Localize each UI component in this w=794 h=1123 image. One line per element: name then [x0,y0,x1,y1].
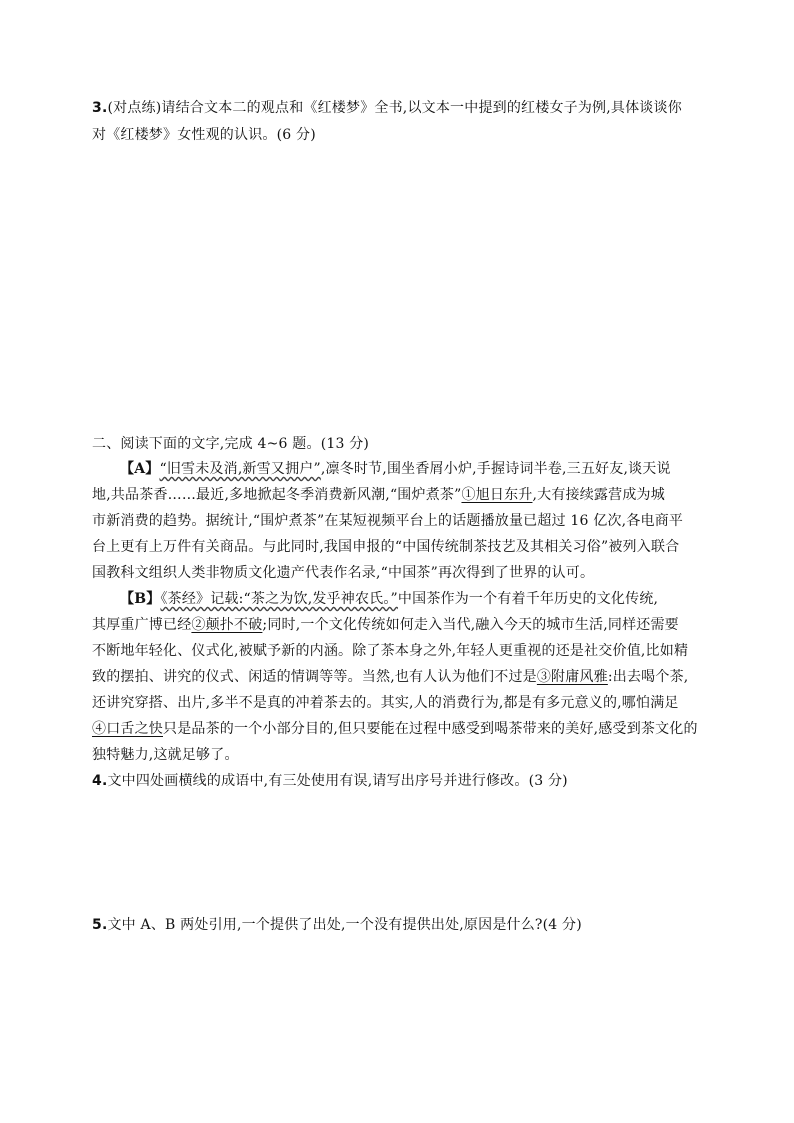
q3-number: 3. [92,100,108,116]
q3-line-2: 对《红楼梦》女性观的认识。(6 分) [92,127,316,143]
q4 [92,771,568,791]
passage-b-line-7: 独特魅力,这就足够了。 [92,747,239,763]
passage-b-line-1-rest: 中国茶作为一个有着千年历史的文化传统, [397,591,659,607]
passage-b-line-1 [120,589,658,609]
passage-b-line-2-post: ;同时,一个文化传统如何走入当代,融入今天的城市生活,同样还需要 [262,617,679,633]
passage-b-line-4-pre: 致的摆拍、讲究的仪式、闲适的情调等等。当然,也有人认为他们不过是 [92,669,537,685]
passage-a-line-2-pre: 地,共品茶香……最近,多地掀起冬季消费新风潮,“围炉煮茶” [92,487,462,503]
passage-b-line-6-post: 只是品茶的一个小部分目的,但只要能在过程中感受到喝茶带来的美好,感受到茶文化的 [163,721,698,737]
passage-b-quote: 《茶经》记载:“茶之为饮,发乎神农氏。” [160,591,398,607]
passage-b-tag: 【B】 [120,591,161,607]
idiom-2: ②颠扑不破 [191,617,263,633]
passage-a-line-1-rest: ,凛冬时节,围坐香屑小炉,手握诗词半卷,三五好友,谈天说 [320,461,671,477]
passage-a-line-3: 市新消费的趋势。据统计,“围炉煮茶”在某短视频平台上的话题播放量已超过 16 亿次,各电商平 [92,513,684,529]
q5 [92,915,582,935]
idiom-1: ①旭日东升 [461,487,533,503]
section-2-heading: 二、阅读下面的文字,完成 4~6 题。(13 分) [92,436,370,452]
passage-a-tag: 【A】 [120,461,160,477]
passage-a-line-2-post: ,大有接续露营成为城 [532,487,665,503]
idiom-4: ④口舌之快 [92,721,163,737]
passage-a-line-1 [120,459,671,479]
passage-b-line-2-pre: 其厚重广博已经 [92,617,192,633]
passage-a-line-4: 台上更有上万件有关商品。与此同时,我国申报的“中国传统制茶技艺及其相关习俗”被列入联合 [92,539,680,555]
q4-number: 4. [92,773,108,789]
passage-a-quote: “旧雪未及消,新雪又拥户” [159,461,321,477]
passage-b-line-4 [92,667,688,687]
passage-a-line-5: 国教科文组织人类非物质文化遗产代表作名录,“中国茶”再次得到了世界的认可。 [92,565,595,581]
q4-text: 文中四处画横线的成语中,有三处使用有误,请写出序号并进行修改。(3 分) [107,773,568,789]
passage-b-line-3: 不断地年轻化、仪式化,被赋予新的内涵。除了茶本身之外,年轻人更重视的还是社交价值,比如精 [92,643,689,659]
q3-line-1 [92,98,682,118]
passage-b-line-6 [92,719,698,739]
passage-a-line-2 [92,485,665,505]
passage-b-line-2 [92,615,679,635]
passage-b-line-5: 还讲究穿搭、出片,多半不是真的冲着茶去的。其实,人的消费行为,都是有多元意义的,哪怕满足 [92,695,679,711]
passage-b-line-4-post: :出去喝个茶, [607,669,689,685]
idiom-3: ③附庸风雅 [536,669,608,685]
q5-number: 5. [92,917,108,933]
q5-text: 文中 A、B 两处引用,一个提供了出处,一个没有提供出处,原因是什么?(4 分) [107,917,582,933]
q3-text-line-1: (对点练)请结合文本二的观点和《红楼梦》全书,以文本一中提到的红楼女子为例,具体谈谈你 [107,100,682,116]
